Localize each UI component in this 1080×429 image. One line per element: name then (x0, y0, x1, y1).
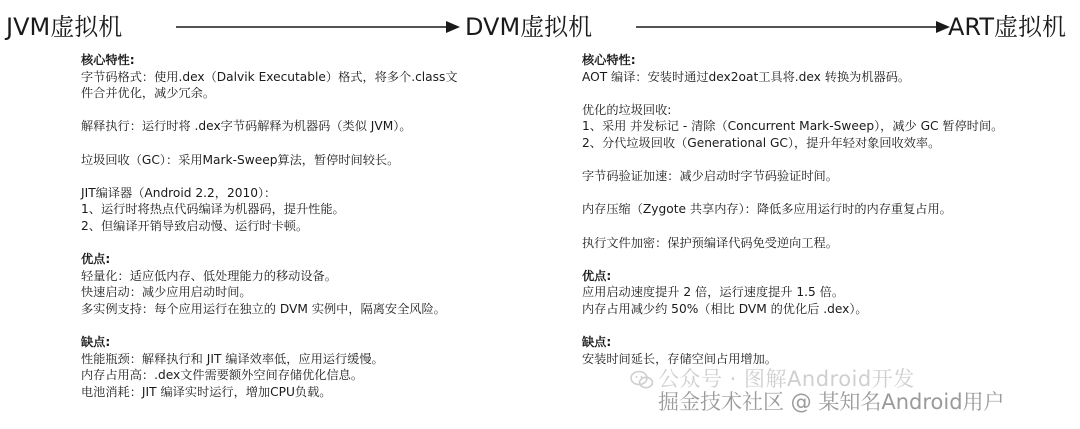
text-line: JIT编译器（Android 2.2，2010）： (81, 185, 277, 200)
watermark-juejin: 掘金技术社区 @ 某知名Android用户 (658, 390, 1005, 414)
spacer (582, 318, 1003, 335)
arrow-jvm-to-dvm (176, 17, 460, 37)
dvm-description (81, 52, 458, 400)
spacer (582, 251, 1003, 268)
watermark-wechat: 公众号 · 图解Android开发 (658, 367, 915, 391)
section-heading: 核心特性: (81, 53, 135, 67)
art-description (582, 52, 1003, 367)
spacer (81, 318, 458, 335)
title-dvm: DVM虚拟机 (465, 13, 593, 41)
section-heading: 缺点: (81, 335, 111, 350)
text-line: 2、但编译开销导致启动慢、运行时卡顿。 (81, 218, 309, 233)
text-line: 安装时间延长，存储空间占用增加。 (582, 351, 777, 366)
text-line: 解释执行：运行时将 .dex字节码解释为机器码（类似 JVM）。 (81, 119, 412, 134)
text-line: 字节码验证加速：减少启动时字节码验证时间。 (582, 169, 838, 184)
section-heading: 核心特性: (582, 53, 636, 67)
title-art: ART虚拟机 (947, 13, 1066, 41)
text-line: 垃圾回收（GC）：采用Mark-Sweep算法，暂停时间较长。 (81, 152, 400, 167)
text-line: 执行文件加密：保护预编译代码免受逆向工程。 (582, 235, 838, 250)
text-line: 内存占用高：.dex文件需要额外空间存储优化信息。 (81, 368, 364, 383)
text-line: AOT 编译：安装时通过dex2oat工具将.dex 转换为机器码。 (582, 69, 911, 84)
arrow-dvm-to-art (636, 17, 950, 37)
section-heading: 优点: (81, 252, 111, 267)
text-line: 轻量化：适应低内存、低处理能力的移动设备。 (81, 268, 337, 283)
spacer (81, 168, 458, 185)
spacer (582, 152, 1003, 169)
text-line: 内存占用减少约 50%（相比 DVM 的优化后 .dex）。 (582, 301, 868, 316)
section-heading: 优点: (582, 268, 612, 283)
text-line: 字节码格式：使用.dex（Dalvik Executable）格式，将多个.class文 (81, 69, 458, 84)
text-line: 应用启动速度提升 2 倍，运行速度提升 1.5 倍。 (582, 285, 845, 300)
text-line: 电池消耗：JIT 编译实时运行，增加CPU负载。 (81, 384, 332, 399)
text-line: 优化的垃圾回收: (582, 102, 672, 117)
spacer (582, 185, 1003, 202)
spacer (582, 85, 1003, 102)
spacer (81, 235, 458, 252)
spacer (582, 218, 1003, 235)
text-line: 性能瓶颈：解释执行和 JIT 编译效率低，应用运行缓慢。 (81, 351, 384, 366)
text-line: 内存压缩（Zygote 共享内存）：降低多应用运行时的内存重复占用。 (582, 202, 952, 217)
text-line: 快速启动：减少应用启动时间。 (81, 285, 252, 300)
text-line: 2、分代垃圾回收（Generational GC），提升年轻对象回收效率。 (582, 135, 941, 150)
spacer (81, 135, 458, 152)
text-line: 件合并优化，减少冗余。 (81, 86, 216, 101)
wechat-logo-icon (630, 370, 654, 390)
text-line: 1、运行时将热点代码编译为机器码，提升性能。 (81, 202, 345, 217)
text-line: 1、采用 并发标记 - 清除（Concurrent Mark-Sweep），减少 GC 暂停时间。 (582, 119, 1004, 134)
spacer (81, 102, 458, 119)
text-line: 多实例支持：每个应用运行在独立的 DVM 实例中，隔离安全风险。 (81, 301, 446, 316)
title-jvm: JVM虚拟机 (6, 13, 123, 41)
section-heading: 缺点: (582, 335, 612, 350)
